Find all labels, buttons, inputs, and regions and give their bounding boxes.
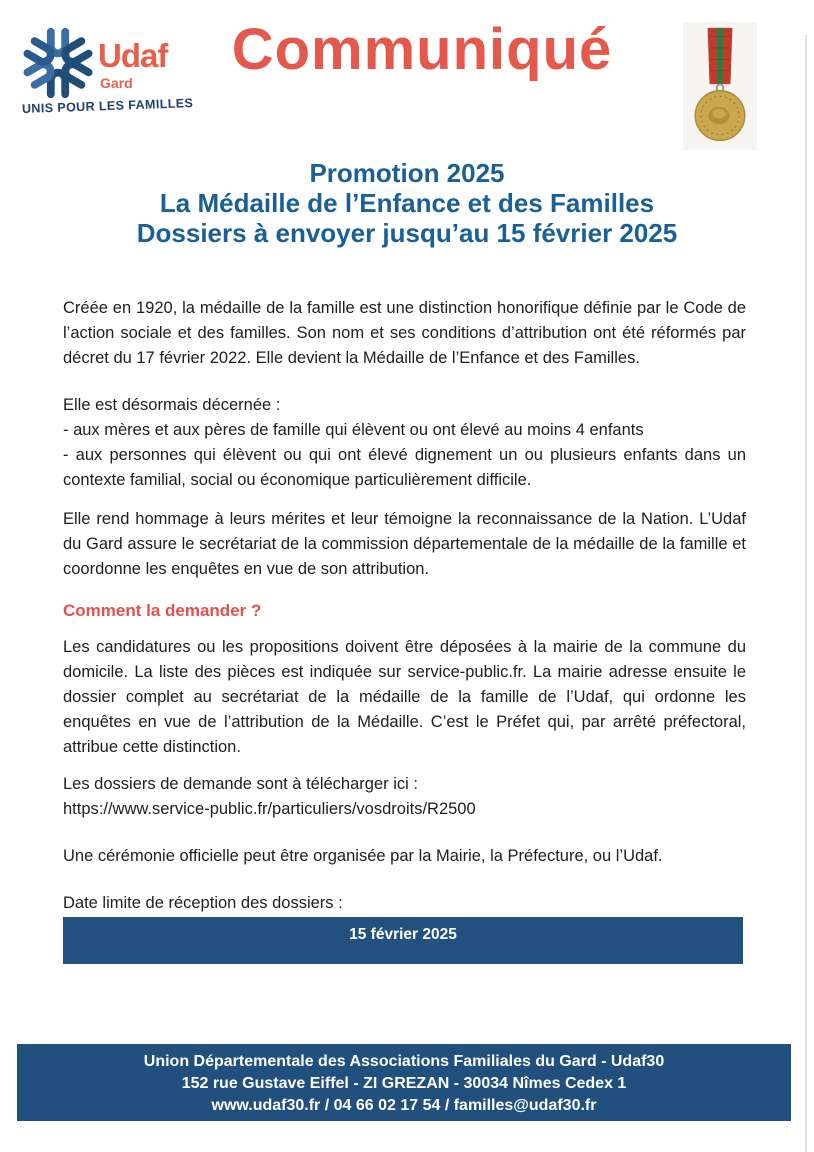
how-to-apply-heading: Comment la demander ? xyxy=(63,601,262,620)
heading-line-2: La Médaille de l’Enfance et des Familles xyxy=(159,188,655,218)
footer-address: 152 rue Gustave Eiffel - ZI GREZAN - 30034 Nîmes Cedex 1 xyxy=(181,1075,627,1092)
paragraph-history: Créée en 1920, la médaille de la famille est une distinction honorifique définie par le Code de l’action sociale et des familles. Son nom et ses conditions d’attribution ont été réformés par décret du 17 février 2022. Elle devient la Médaille de l’Enfance et des Familles. xyxy=(63,299,746,367)
logo-tagline: UNIS POUR LES FAMILLES xyxy=(21,96,194,116)
footer-contact: www.udaf30.fr / 04 66 02 17 54 / familles@udaf30.fr xyxy=(211,1097,597,1114)
medal-photo xyxy=(683,22,757,150)
footer-banner xyxy=(17,1044,791,1121)
award-bullet-2: - aux personnes qui élèvent ou qui ont élevé dignement un ou plusieurs enfants dans un contexte familial, social ou économique particulièrement difficile. xyxy=(63,446,746,489)
award-bullet-1: - aux mères et aux pères de famille qui élèvent ou ont élevé au moins 4 enfants xyxy=(63,421,644,439)
paragraph-procedure: Les candidatures ou les propositions doivent être déposées à la mairie de la commune du domicile. La liste des pièces est indiquée sur service-public.fr. La mairie adresse ensuite le dossier complet au secrétariat de la médaille de la famille de l’Udaf, qui ordonne les enquêtes en vue de l’attribution de la Médaille. C’est le Préfet qui, par arrêté préfectoral, attribue cette distinction. xyxy=(63,638,746,756)
download-url: https://www.service-public.fr/particuliers/vosdroits/R2500 xyxy=(63,800,476,818)
deadline-date: 15 février 2025 xyxy=(349,926,457,943)
deadline-label: Date limite de réception des dossiers : xyxy=(63,894,343,912)
logo-region-text: Gard xyxy=(100,75,133,91)
document-body xyxy=(63,296,746,916)
download-label: Les dossiers de demande sont à télécharger ici : xyxy=(63,775,418,793)
document-title: Communiqué xyxy=(231,17,613,82)
deadline-banner xyxy=(63,917,743,964)
paragraph-homage: Elle rend hommage à leurs mérites et leur témoigne la reconnaissance de la Nation. L’Udaf du Gard assure le secrétariat de la commission départementale de la médaille de la famille et coordonne les enquêtes en vue de son attribution. xyxy=(63,510,746,578)
heading-line-3: Dossiers à envoyer jusqu’au 15 février 2025 xyxy=(136,218,678,248)
footer-org-name: Union Départementale des Associations Familiales du Gard - Udaf30 xyxy=(143,1053,665,1070)
heading-line-1: Promotion 2025 xyxy=(309,158,505,188)
paragraph-award-intro: Elle est désormais décernée : xyxy=(63,396,281,414)
paragraph-ceremony: Une cérémonie officielle peut être organisée par la Mairie, la Préfecture, ou l’Udaf. xyxy=(63,847,663,865)
family-medal-icon xyxy=(688,25,752,147)
logo-brand-text: Udaf xyxy=(98,37,168,74)
main-heading xyxy=(0,158,814,248)
